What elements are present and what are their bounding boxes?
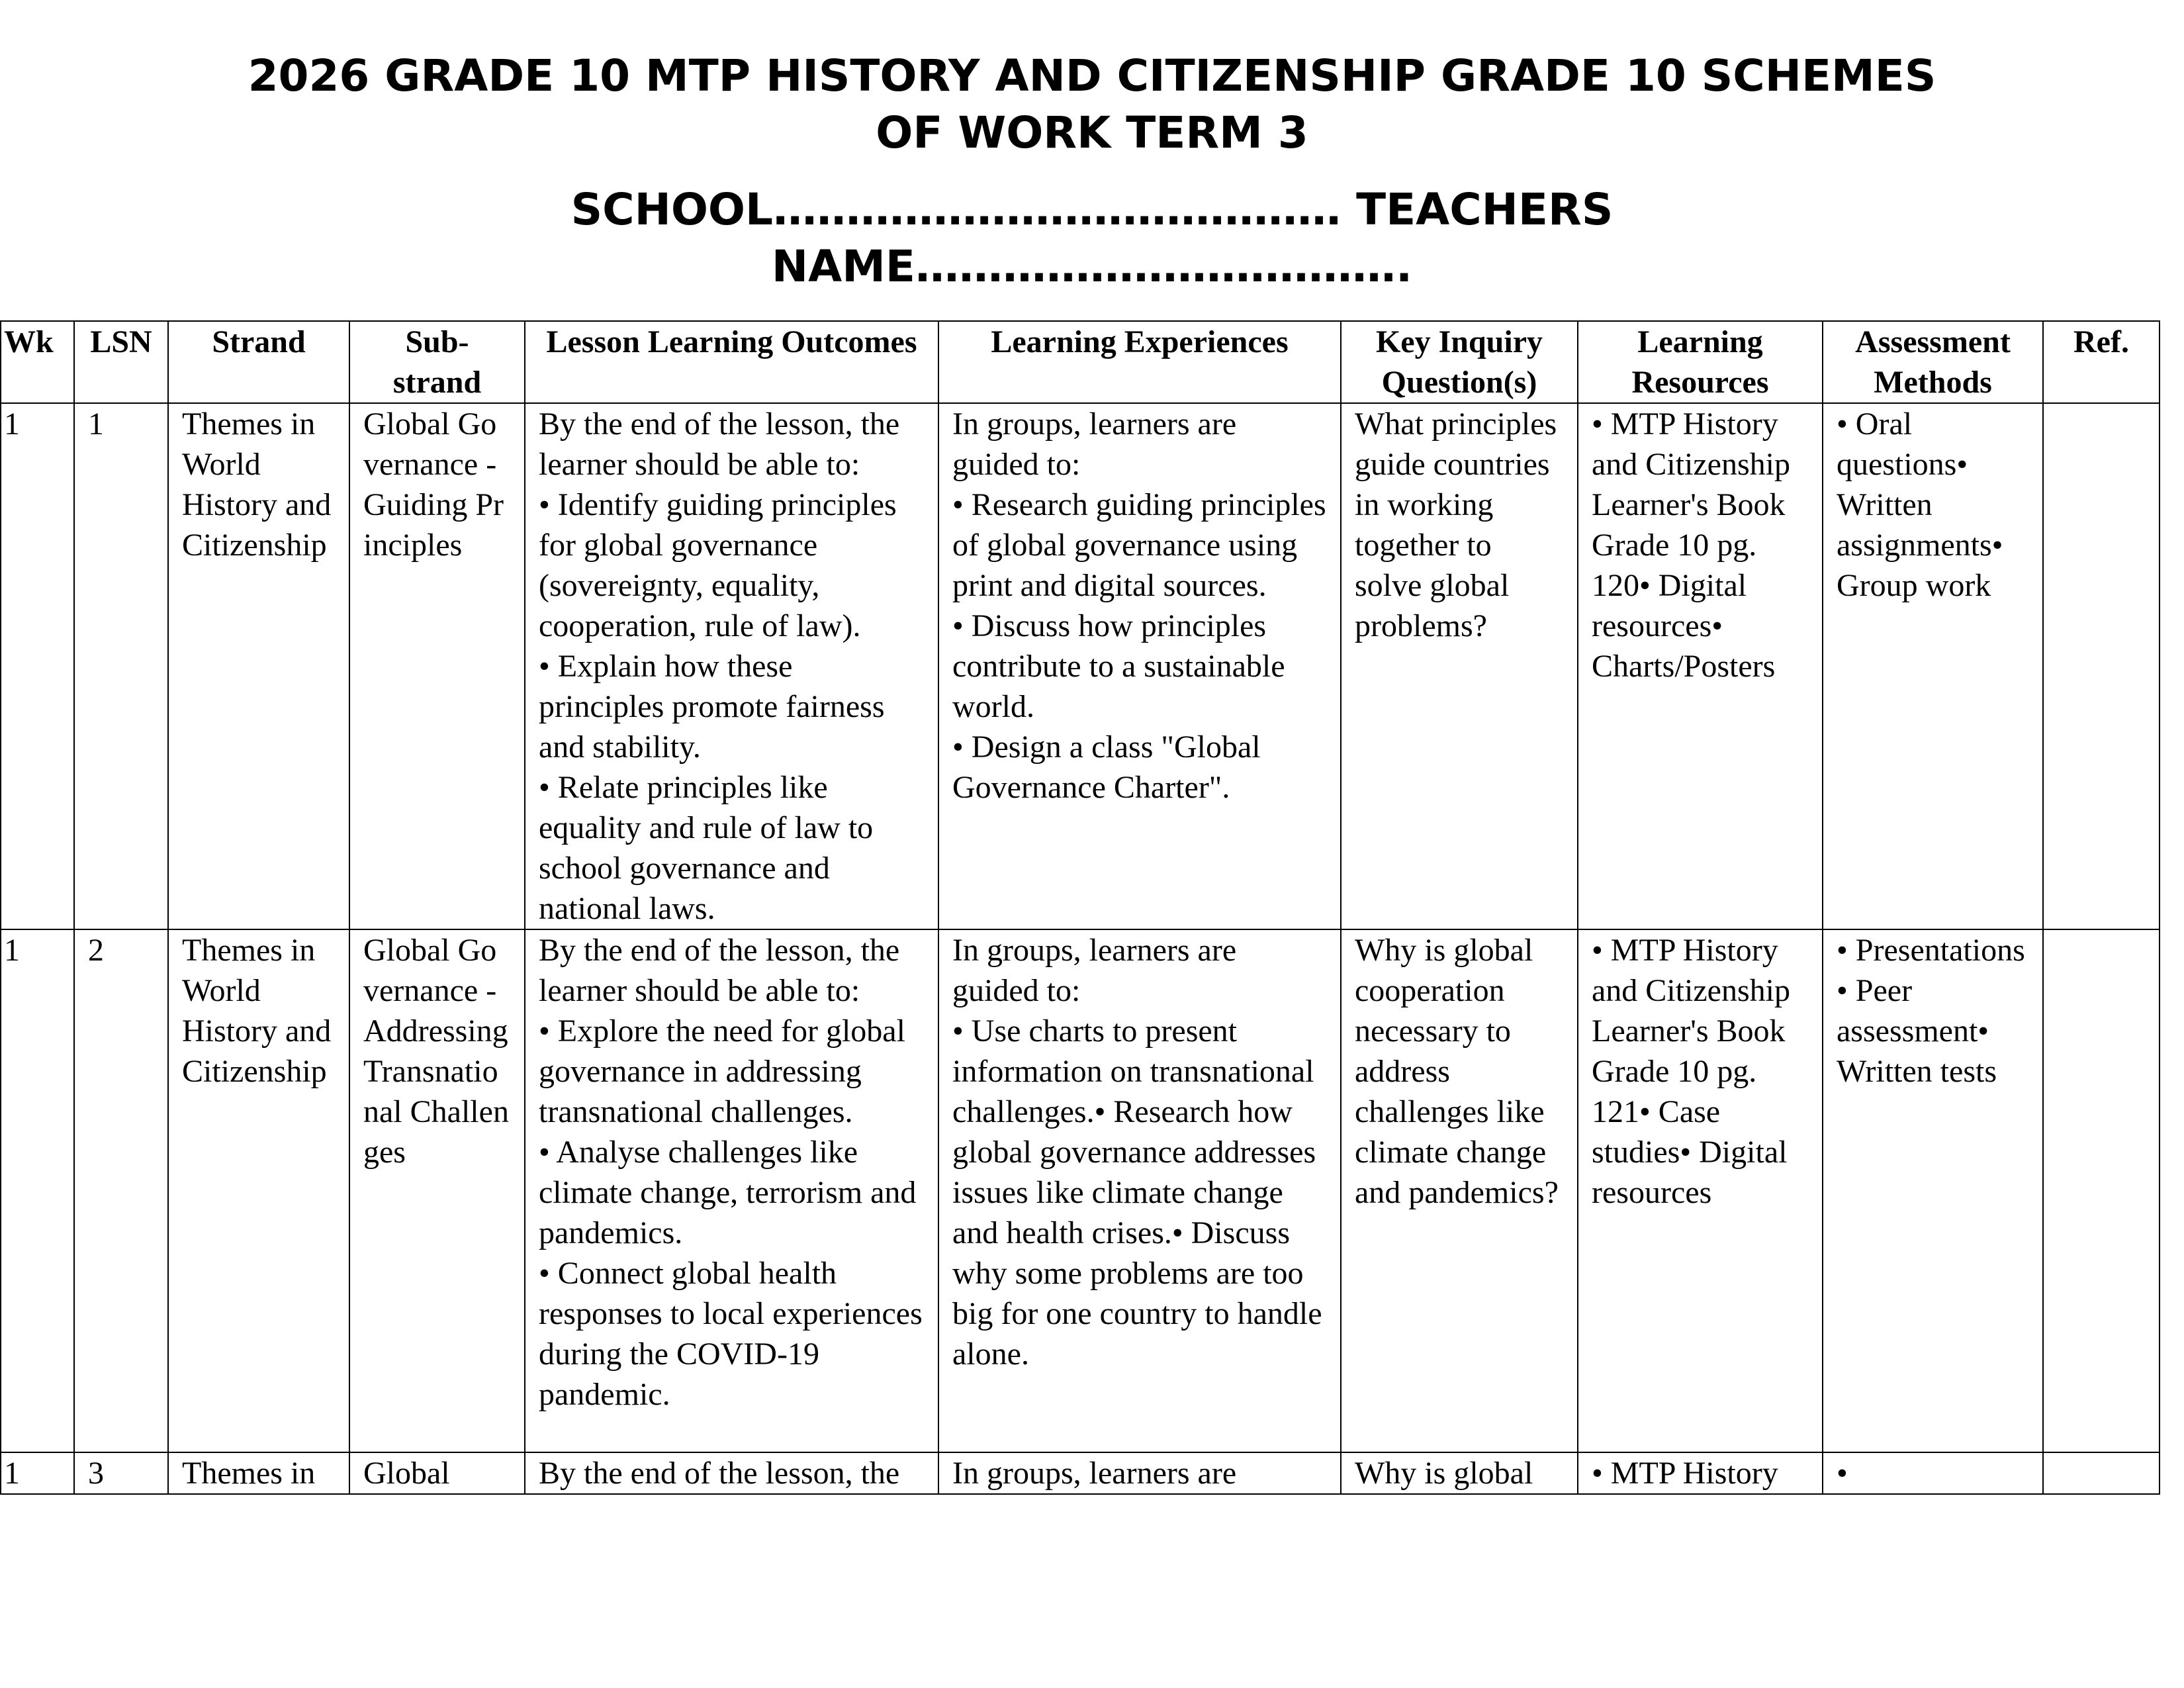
outcome-line: By the end of the lesson, the learner should be able to: [539,406,900,482]
header-wk: Wk [1,321,74,403]
cell-substrand: Global Governance - Addressing Transnational Challenges [349,929,525,1452]
table-row [1,403,2160,929]
outcome-line: By the end of the lesson, the [539,1456,900,1491]
cell-outcomes [525,403,938,929]
cell-strand: Themes in [168,1452,349,1494]
cell-experiences [938,403,1341,929]
header-experiences: Learning Experiences [938,321,1341,403]
cell-strand: Themes in World History and Citizenship [168,403,349,929]
school-teacher-line [0,181,2184,295]
cell-assessment: • [1823,1452,2043,1494]
header-substrand: Sub-strand [349,321,525,403]
cell-assessment: • Oral questions• Written assignments• Group work [1823,403,2043,929]
header-assessment: Assessment Methods [1823,321,2043,403]
cell-resources: • MTP History and Citizenship Learner's Book Grade 10 pg. 120• Digital resources• Charts/Posters [1578,403,1823,929]
cell-outcomes [525,929,938,1452]
cell-resources: • MTP History and Citizenship Learner's Book Grade 10 pg. 121• Case studies• Digital resources [1578,929,1823,1452]
header-resources: Learning Resources [1578,321,1823,403]
cell-experiences [938,1452,1341,1494]
outcome-line: • Connect global health responses to local experiences during the COVID-19 pandemic. [539,1256,923,1412]
outcome-line: • Identify guiding principles for global governance (sovereignty, equality, cooperation, rule of law). [539,487,897,643]
experience-line: In groups, learners are guided to: [952,933,1237,1008]
cell-lsn: 1 [74,403,168,929]
title-line-2: OF WORK TERM 3 [876,107,1308,158]
cell-inquiry: What principles guide countries in working together to solve global problems? [1341,403,1578,929]
document-title [0,48,2184,162]
cell-outcomes [525,1452,938,1494]
school-line-2: NAME……………………………. [771,241,1413,292]
title-line-1: 2026 GRADE 10 MTP HISTORY AND CITIZENSHIP GRADE 10 SCHEMES [248,50,1936,101]
cell-lsn: 2 [74,929,168,1452]
header-inquiry: Key Inquiry Question(s) [1341,321,1578,403]
experience-line: In groups, learners are [952,1456,1237,1491]
cell-resources: • MTP History [1578,1452,1823,1494]
experience-line: • Research guiding principles of global governance using print and digital sources. [952,487,1326,603]
cell-inquiry: Why is global [1341,1452,1578,1494]
outcome-line: • Analyse challenges like climate change, terrorism and pandemics. [539,1135,917,1250]
table-row [1,1452,2160,1494]
experience-line: • Discuss how principles contribute to a sustainable world. [952,608,1285,724]
table-header-row [1,321,2160,403]
cell-ref [2043,1452,2160,1494]
cell-ref [2043,929,2160,1452]
cell-strand: Themes in World History and Citizenship [168,929,349,1452]
cell-substrand: Global [349,1452,525,1494]
outcome-line: By the end of the lesson, the learner should be able to: [539,933,900,1008]
experience-line: • Design a class "Global Governance Charter". [952,729,1261,805]
cell-inquiry: Why is global cooperation necessary to address challenges like climate change and pandemics? [1341,929,1578,1452]
outcome-line: • Explore the need for global governance in addressing transnational challenges. [539,1013,905,1129]
cell-experiences [938,929,1341,1452]
header-ref: Ref. [2043,321,2160,403]
cell-wk: 1 [1,1452,74,1494]
cell-wk: 1 [1,403,74,929]
table-row [1,929,2160,1452]
header-outcomes: Lesson Learning Outcomes [525,321,938,403]
cell-assessment: • Presentations • Peer assessment• Written tests [1823,929,2043,1452]
outcome-line: • Explain how these principles promote fairness and stability. [539,649,885,765]
experience-line: In groups, learners are guided to: [952,406,1237,482]
header-strand: Strand [168,321,349,403]
experience-line: • Use charts to present information on transnational challenges.• Research how global governance addresses issues like climate change and health crises.• Discuss why some problems are too big for one country to handle alone. [952,1013,1322,1372]
header-lsn: LSN [74,321,168,403]
schemes-of-work-table [0,320,2160,1495]
school-line-1: SCHOOL………………………………… TEACHERS [570,184,1614,235]
cell-substrand: Global Governance - Guiding Principles [349,403,525,929]
cell-wk: 1 [1,929,74,1452]
cell-lsn: 3 [74,1452,168,1494]
outcome-line: • Relate principles like equality and rule of law to school governance and national laws. [539,770,874,926]
cell-ref [2043,403,2160,929]
